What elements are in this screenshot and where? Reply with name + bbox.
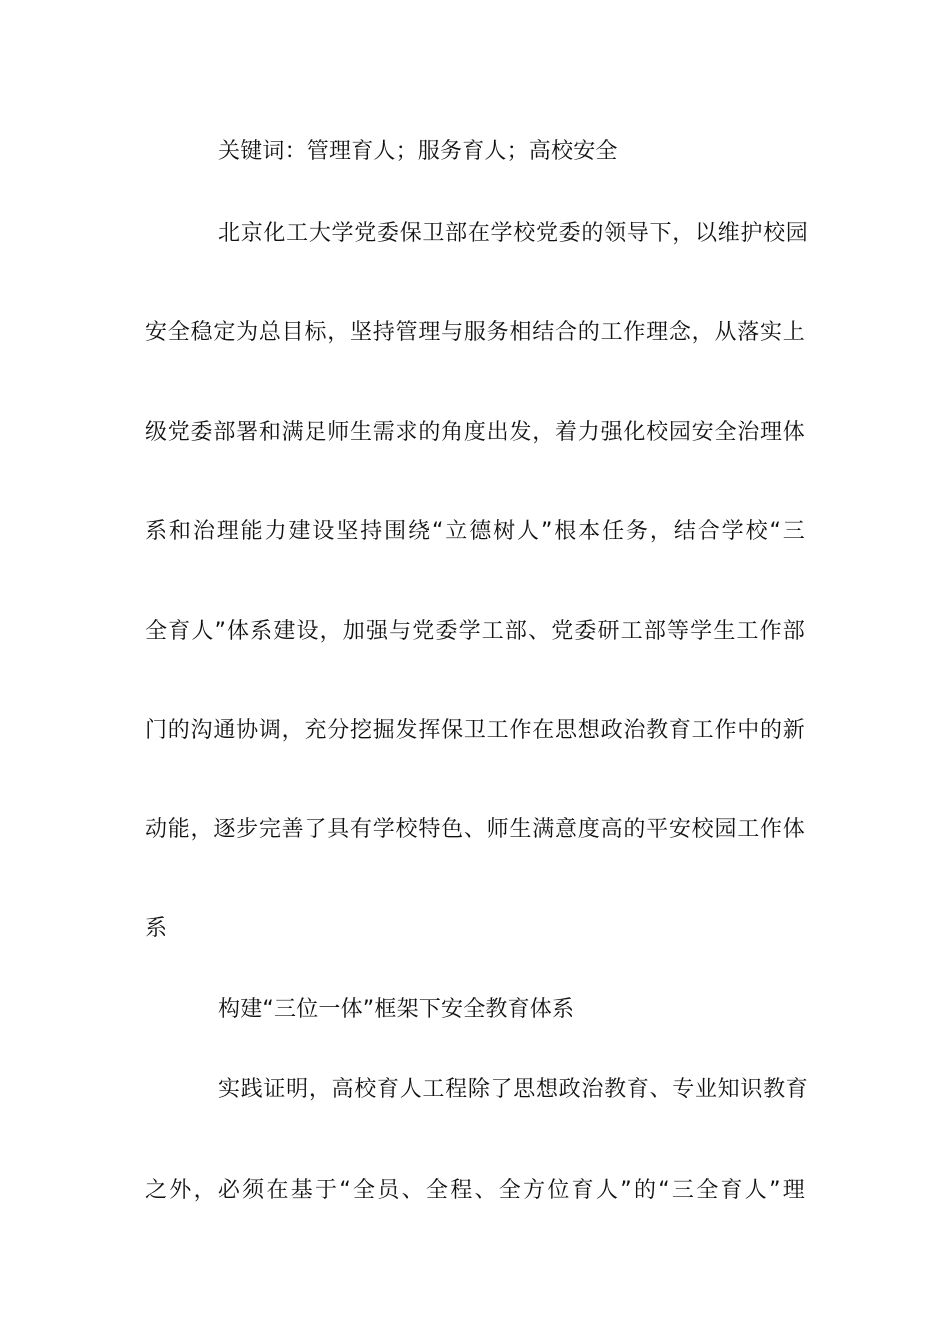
keywords-line: 关键词：管理育人；服务育人；高校安全 [218, 139, 618, 164]
paragraph-line: 之外，必须在基于“全员、全程、全方位育人”的“三全育人”理 [145, 1178, 805, 1203]
paragraph-line: 级党委部署和满足师生需求的角度出发，着力强化校园安全治理体 [145, 420, 805, 445]
paragraph-line: 安全稳定为总目标，坚持管理与服务相结合的工作理念，从落实上 [145, 320, 805, 345]
paragraph-line: 北京化工大学党委保卫部在学校党委的领导下，以维护校园 [218, 221, 808, 246]
paragraph-line: 全育人”体系建设，加强与党委学工部、党委研工部等学生工作部 [145, 619, 805, 644]
paragraph-line: 门的沟通协调，充分挖掘发挥保卫工作在思想政治教育工作中的新 [145, 718, 805, 743]
paragraph-line: 实践证明，高校育人工程除了思想政治教育、专业知识教育 [218, 1077, 808, 1102]
paragraph-line: 系 [145, 916, 168, 941]
paragraph-line: 系和治理能力建设坚持围绕“立德树人”根本任务，结合学校“三 [145, 519, 805, 544]
section-heading: 构建“三位一体”框架下安全教育体系 [218, 997, 575, 1022]
paragraph-line: 动能，逐步完善了具有学校特色、师生满意度高的平安校园工作体 [145, 817, 805, 842]
